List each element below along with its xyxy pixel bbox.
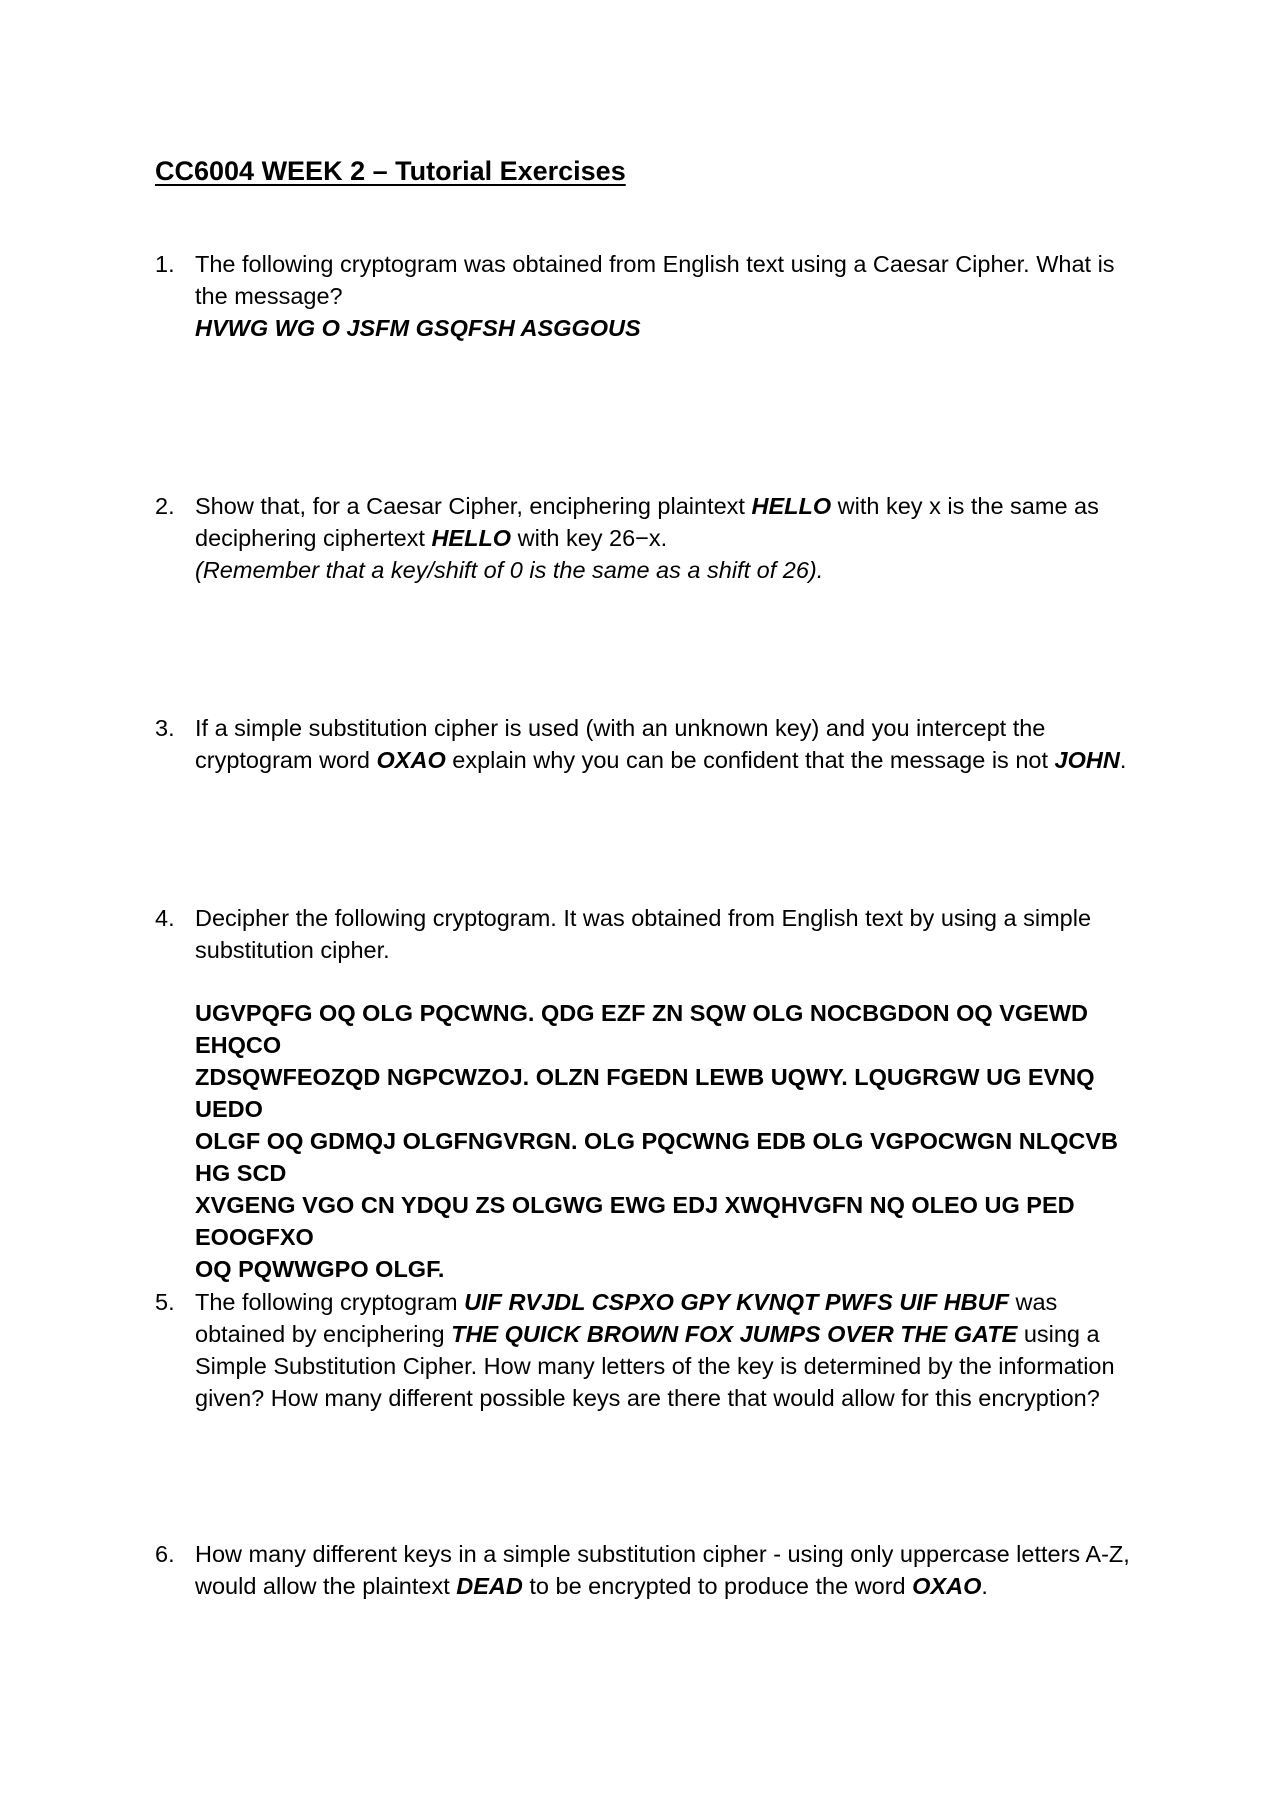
question-1 bbox=[155, 248, 1135, 344]
question-3 bbox=[155, 712, 1135, 776]
cryptogram-line: ZDSQWFEOZQD NGPCWZOJ. OLZN FGEDN LEWB UQWY. LQUGRGW UG EVNQ UEDO bbox=[195, 1064, 1095, 1122]
ciphertext-word: HELLO bbox=[431, 525, 512, 551]
cryptogram: HVWG WG O JSFM GSQFSH ASGGOUS bbox=[195, 315, 641, 341]
question-text: If a simple substitution cipher is used (with an unknown key) and you intercept the cryptogram word OXAO explain why you can be confident that the message is not JOHN. bbox=[195, 715, 1127, 773]
question-text: Show that, for a Caesar Cipher, enciphering plaintext HELLO with key x is the same as deciphering ciphertext HELLO with key 26−x. bbox=[195, 493, 1099, 551]
question-6 bbox=[155, 1538, 1135, 1602]
question-number: 5. bbox=[155, 1289, 175, 1315]
cryptogram-word: OXAO bbox=[376, 747, 446, 773]
plaintext-phrase: THE QUICK BROWN FOX JUMPS OVER THE GATE bbox=[451, 1321, 1018, 1347]
question-note: (Remember that a key/shift of 0 is the same as a shift of 26). bbox=[195, 557, 824, 583]
cryptogram-line: OLGF OQ GDMQJ OLGFNGVRGN. OLG PQCWNG EDB OLG VGPOCWGN NLQCVB HG SCD bbox=[195, 1128, 1119, 1186]
question-2 bbox=[155, 490, 1135, 586]
cryptogram-line: XVGENG VGO CN YDQU ZS OLGWG EWG EDJ XWQHVGFN NQ OLEO UG PED EOOGFXO bbox=[195, 1192, 1075, 1250]
question-number: 4. bbox=[155, 905, 175, 931]
question-number: 6. bbox=[155, 1541, 175, 1567]
question-5 bbox=[155, 1286, 1135, 1414]
question-text: How many different keys in a simple substitution cipher - using only uppercase letters A-Z, would allow the plaintext DEAD to be encrypted to produce the word OXAO. bbox=[195, 1541, 1130, 1599]
plaintext-word: DEAD bbox=[456, 1573, 523, 1599]
plaintext-word: HELLO bbox=[751, 493, 832, 519]
cryptogram-phrase: UIF RVJDL CSPXO GPY KVNQT PWFS UIF HBUF bbox=[464, 1289, 1009, 1315]
question-text: The following cryptogram UIF RVJDL CSPXO GPY KVNQT PWFS UIF HBUF was obtained by enciphering THE QUICK BROWN FOX JUMPS OVER THE GATE using a Simple Substitution Cipher. How many letters of the key is determined by the information given? How many different possible keys are there that would allow for this encryption? bbox=[195, 1289, 1115, 1411]
page-title: CC6004 WEEK 2 – Tutorial Exercises bbox=[155, 156, 626, 186]
question-number: 1. bbox=[155, 251, 175, 277]
cryptogram bbox=[195, 997, 1135, 1285]
cryptogram-line: OQ PQWWGPO OLGF. bbox=[195, 1256, 445, 1282]
question-text: The following cryptogram was obtained from English text using a Caesar Cipher. What is the message? bbox=[195, 251, 1115, 309]
cryptogram-line: UGVPQFG OQ OLG PQCWNG. QDG EZF ZN SQW OLG NOCBGDON OQ VGEWD EHQCO bbox=[195, 1000, 1088, 1058]
question-4 bbox=[155, 902, 1135, 1285]
question-number: 3. bbox=[155, 715, 175, 741]
question-number: 2. bbox=[155, 493, 175, 519]
question-text: Decipher the following cryptogram. It was obtained from English text by using a simple substitution cipher. bbox=[195, 905, 1092, 963]
cryptogram-word: OXAO bbox=[912, 1573, 982, 1599]
message-word: JOHN bbox=[1054, 747, 1120, 773]
